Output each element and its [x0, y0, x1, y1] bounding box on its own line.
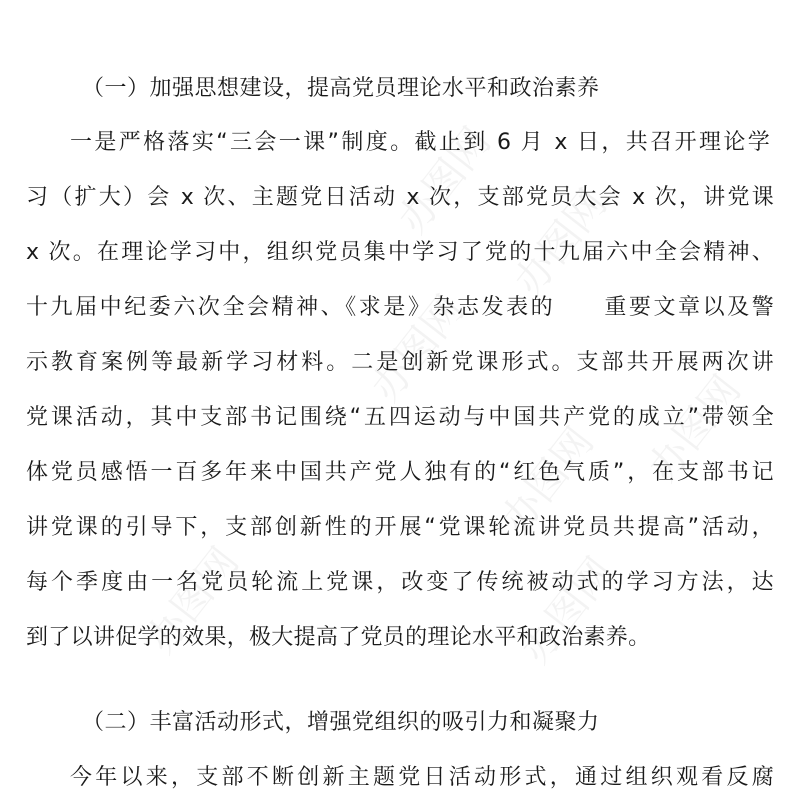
paragraph-1-line: 十九届中纪委六次全会精神、《求是》杂志发表的 重要文章以及警: [26, 295, 774, 320]
watermark: 办图网: [137, 539, 248, 663]
paragraph-1-line: 讲党课的引导下，支部创新性的开展“党课轮流讲党员共提高”活动，: [26, 515, 774, 540]
paragraph-1-line: 示教育案例等最新学习材料。二是创新党课形式。支部共开展两次讲: [26, 350, 774, 375]
section-heading-1: （一）加强思想建设，提高党员理论水平和政治素养: [82, 76, 600, 101]
watermark: 办图网: [505, 181, 616, 305]
paragraph-1-line: 习（扩大）会 x 次、主题党日活动 x 次，支部党员大会 x 次，讲党课: [26, 185, 774, 210]
watermark: 办图网: [492, 419, 603, 543]
watermark: 办图网: [389, 119, 500, 243]
paragraph-1-line: 体党员感悟一百多年来中国共产党人独有的“红色气质”，在支部书记: [26, 460, 774, 485]
paragraph-1-line: 一是严格落实“三会一课”制度。截止到 6 月 x 日，共召开理论学: [70, 130, 770, 155]
watermark: 办图网: [512, 549, 623, 673]
watermark: 办图网: [362, 287, 473, 411]
paragraph-1-line: x 次。在理论学习中，组织党员集中学习了党的十九届六中全会精神、: [26, 240, 774, 265]
section-heading-2: （二）丰富活动形式，增强党组织的吸引力和凝聚力: [82, 710, 600, 735]
paragraph-1-line: 党课活动，其中支部书记围绕“五四运动与中国共产党的成立”带领全: [26, 405, 774, 430]
paragraph-2-line: 今年以来，支部不断创新主题党日活动形式，通过组织观看反腐: [70, 765, 774, 790]
paragraph-1-line: 每个季度由一名党员轮流上党课，改变了传统被动式的学习方法，达: [26, 570, 774, 595]
watermark: 办图网: [639, 367, 750, 491]
paragraph-1-line: 到了以讲促学的效果，极大提高了党员的理论水平和政治素养。: [26, 625, 651, 650]
